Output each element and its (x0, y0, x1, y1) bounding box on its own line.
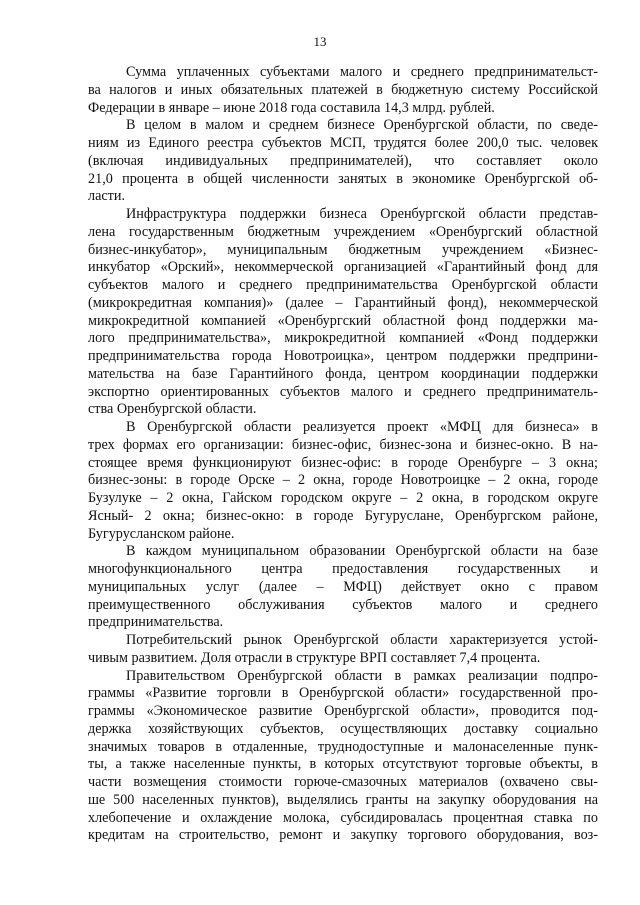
text-line: предпринимательства города Новотроицка», центром поддержки предприни- (88, 348, 598, 364)
text-line: субъектов малого и среднего предпринимательства Оренбургской области (88, 277, 598, 293)
text-line: лого предпринимательства», микрокредитной компанией «Фонд поддержки (88, 330, 598, 347)
text-line: стоящее время функционируют бизнес-офис: в городе Оренбурге – 3 окна; (88, 454, 598, 471)
text-line: Сумма уплаченных субъектами малого и среднего предпринимательст- (126, 64, 598, 80)
paragraph (88, 543, 598, 632)
text-line: Ясный- 2 окна; бизнес-окно: в городе Бугуруслане, Оренбургском районе, (88, 507, 598, 524)
text-line: В целом в малом и среднем бизнесе Оренбургской области, по сведе- (126, 117, 598, 134)
text-line: В каждом муниципальном образовании Оренбургской области на базе (126, 543, 598, 560)
text-line: ласти. (88, 188, 126, 205)
text-line: Бугурусланском районе. (88, 525, 235, 542)
paragraph (88, 117, 598, 206)
text-line: муниципальных услуг (далее – МФЦ) действует окно с правом (88, 578, 598, 595)
text-line: многофункционального центра предоставления государственных и (88, 561, 598, 577)
text-line: Инфраструктура поддержки бизнеса Оренбургской области представ- (126, 206, 598, 222)
text-line: граммы «Развитие торговли в Оренбургской области» государственной про- (88, 685, 598, 702)
text-line: Федерации в январе – июне 2018 года составила 14,3 млрд. рублей. (88, 99, 495, 116)
paragraph (88, 419, 598, 543)
text-line: преимущественного обслуживания субъектов малого и среднего (88, 596, 598, 613)
text-line: лена государственным бюджетным учреждением «Оренбургский областной (88, 223, 598, 240)
text-line: экспортно ориентированных субъектов малого и среднего предприниматель- (88, 383, 598, 400)
text-line: мательства на базе Гарантийного фонда, центром координации поддержки (88, 365, 598, 382)
text-line: трех формах его организации: бизнес-офис, бизнес-зона и бизнес-окно. В на- (88, 436, 598, 453)
text-line: граммы «Экономическое развитие Оренбургской области», проводится под- (88, 703, 598, 719)
text-line: бизнес-зоны: в городе Орске – 2 окна, городе Новотроицке – 2 окна, городе (88, 472, 598, 489)
text-line: Правительством Оренбургской области в рамках реализации подпро- (126, 667, 598, 684)
text-line: части возмещения стоимости горюче-смазочных материалов (охвачено свы- (88, 774, 598, 790)
text-line: инкубатор «Орский», некоммерческой организацией «Гарантийный фонд для (88, 259, 598, 276)
text-line: (включая индивидуальных предпринимателей), что составляет около (88, 152, 598, 169)
text-line: чивым развитием. Доля отрасли в структуре ВРП составляет 7,4 процента. (88, 649, 541, 666)
text-line: Потребительский рынок Оренбургской области характеризуется устой- (126, 632, 598, 648)
body-text (88, 64, 598, 845)
text-line: ва налогов и иных обязательных платежей в бюджетную систему Российской (88, 81, 598, 98)
paragraph (88, 632, 598, 668)
paragraph (88, 206, 598, 419)
paragraph (88, 64, 598, 117)
text-line: ниям из Единого реестра субъектов МСП, трудятся более 200,0 тыс. человек (88, 135, 598, 151)
text-line: хлебопечение и охлаждение молока, субсидировалась процентная ставка по (88, 809, 598, 826)
text-line: ты, а также населенные пункты, в которых отсутствуют торговые объекты, в (88, 756, 598, 773)
text-line: держка хозяйствующих субъектов, осуществляющих доставку социально (88, 720, 598, 737)
text-line: значимых товаров в отдаленные, труднодоступные и малонаселенные пунк- (88, 738, 598, 755)
text-line: предпринимательства. (88, 614, 224, 631)
text-line: Бузулуке – 2 окна, Гайском городском округе – 2 окна, в городском округе (88, 490, 598, 506)
text-line: ства Оренбургской области. (88, 401, 257, 418)
text-line: кредитам на строительство, ремонт и закупку торгового оборудования, воз- (88, 827, 598, 844)
text-line: 21,0 процента в общей численности занятых в экономике Оренбургской об- (88, 170, 598, 187)
text-line: (микрокредитная компания)» (далее – Гарантийный фонд), некоммерческой (88, 294, 598, 311)
paragraph (88, 668, 598, 846)
text-line: бизнес-инкубатор», муниципальным бюджетным учреждением «Бизнес- (88, 241, 598, 258)
text-line: микрокредитной компанией «Оренбургский областной фонд поддержки ма- (88, 312, 598, 329)
text-line: ше 500 населенных пунктов), выделялись гранты на закупку оборудования на (88, 791, 598, 808)
page-number: 13 (313, 34, 327, 49)
text-line: В Оренбургской области реализуется проект «МФЦ для бизнеса» в (126, 419, 598, 435)
